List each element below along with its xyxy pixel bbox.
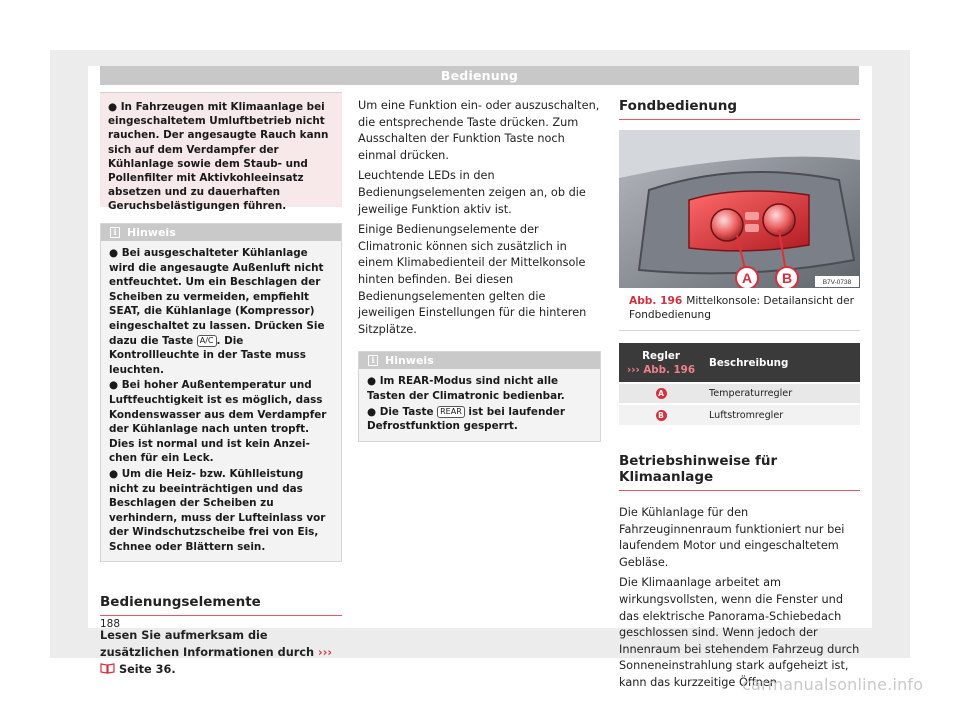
- label-b: B: [781, 270, 793, 286]
- ac-key-icon: A/C: [197, 335, 217, 347]
- controls-table: [619, 343, 860, 425]
- column-right: [619, 98, 860, 696]
- section-title-fondbedienung: Fondbedienung: [619, 98, 860, 120]
- paragraph: Die Kühlanlage für den Fahrzeuginnenraum funktioniert nur bei laufendem Motor und eingeschaltetem Gebläse.: [619, 506, 845, 569]
- rear-key-icon: REAR: [437, 406, 465, 418]
- key-badge: A: [656, 388, 667, 399]
- paragraph: Die Klimaanlage arbeitet am wirkungsvollsten, wenn die Fenster und das elektrische Panorama-Schiebedach geschlossen sind. Wenn jedoch der Innenraum bei stehendem Fahrzeug durch Sonneneinstrahlung stark aufgeheizt ist, kann das kurzzeitige Öffnen: [619, 576, 860, 689]
- note-body: [359, 369, 600, 440]
- caption-text: Mittelkonsole: Detailansicht der Fondbedienung: [629, 295, 854, 321]
- table-row: [619, 383, 860, 404]
- watermark: carmanualsonline.info: [742, 675, 924, 694]
- page-number: 188: [100, 618, 121, 630]
- section-intro: Lesen Sie aufmerksam die zusätzlichen Informationen durch ››› Seite 36.: [100, 629, 333, 676]
- note-box-1: [100, 223, 342, 562]
- note-bullet: ● Im REAR-Modus sind nicht alle Tasten der Climatronic bedienbar.: [367, 375, 565, 402]
- figure-rear-console: [619, 130, 860, 288]
- note-body: [101, 241, 341, 561]
- note-bullet: ● Bei hoher Außentemperatur und Luftfeuchtigkeit ist es möglich, dass Kondenswasser aus dem Verdampfer der Kühlanlage nach unten tropft. Dies ist normal und ist kein Anzeichen für ein Leck.: [109, 379, 327, 465]
- figure-code: B7V-0738: [822, 279, 852, 286]
- note-box-2: [358, 351, 601, 441]
- info-icon: i: [110, 227, 120, 238]
- book-icon: [100, 662, 115, 674]
- figure-ref: Abb. 196: [629, 295, 683, 307]
- column-middle: [358, 98, 601, 442]
- note-bullet: ● Um die Heiz- bzw. Kühlleistung nicht zu beeinträchtigen und das Beschlagen der Scheiben zu verhindern, muss der Lufteinlass vor der Windschutzscheibe frei von Eis, Schnee oder Blättern sein.: [109, 467, 326, 553]
- key-badge: B: [656, 410, 667, 421]
- page-link[interactable]: Seite 36: [118, 662, 172, 676]
- console-illustration: [619, 130, 860, 288]
- table-row: [619, 404, 860, 425]
- table-header-regler: Regler ››› Abb. 196: [619, 343, 703, 383]
- table-header-beschreibung: Beschreibung: [703, 343, 860, 383]
- table-cell: Luftstromregler: [703, 404, 860, 425]
- note-header: [359, 352, 600, 369]
- info-icon: i: [368, 355, 378, 366]
- paragraph: Leuchtende LEDs in den Bedienungselementen zeigen an, ob die jeweilige Funktion aktiv ist.: [358, 169, 586, 216]
- paragraph: Einige Bedienungselemente der Climatronic können sich zusätzlich in einem Klimabedienteil der Mittelkonsole hinten befinden. Bei diesen Bedienungselementen gelten die jeweiligen Einstellungen für die hinteren Sitzplätze.: [358, 223, 587, 336]
- note-title: Hinweis: [127, 226, 176, 239]
- body-text: [358, 98, 601, 338]
- paragraph: Um eine Funktion ein- oder auszuschalten, die entsprechende Taste drücken. Zum Ausschalten der Funktion Taste noch einmal drücken.: [358, 99, 600, 162]
- note-title: Hinweis: [385, 354, 434, 368]
- note-bullet: ● Die Taste REAR ist bei laufender Defrostfunktion gesperrt.: [367, 405, 565, 433]
- note-bullet: ● Bei ausgeschalteter Kühlanlage wird die angesaugte Außenluft nicht entfeuchtet. Um ein Beschlagen der Scheiben zu vermeiden, empfiehlt SEAT, die Kühlanlage (Kompressor) eingeschaltet zu lassen. Drücken Sie dazu die Taste A/C . Die Kontrollleuchte in der Taste muss leuchten.: [109, 247, 325, 376]
- page-header: Bedienung: [100, 66, 859, 85]
- warning-box: ● In Fahrzeugen mit Klimaanlage bei eingeschaltetem Umluftbetrieb nicht rauchen. Der angesaugte Rauch kann sich auf dem Verdampfer der Kühlanlage sowie dem Staub- und Pollenfilter mit Aktivkohleeinsatz absetzen und zu dauerhaften Geruchsbelästigungen führen.: [100, 92, 342, 207]
- body-text: [619, 505, 860, 692]
- table-cell: Temperaturregler: [703, 383, 860, 404]
- figure-caption: [619, 288, 860, 331]
- note-header: [101, 224, 341, 241]
- arrow-icon: ›››: [318, 646, 333, 660]
- column-left: [100, 92, 342, 678]
- section-title-betriebshinweise: Betriebshinweise für Klimaanlage: [619, 453, 860, 491]
- label-a: A: [741, 270, 753, 286]
- section-title-bedienungselemente: Bedienungselemente: [100, 594, 342, 616]
- warning-text: In Fahrzeugen mit Klimaanlage bei eingeschaltetem Umluftbetrieb nicht rauchen. Der angesaugte Rauch kann sich auf dem Verdampfer der Kühlanlage sowie dem Staub- und Pollenfilter mit Aktivkohleeinsatz absetzen und zu dauerhaften Geruchsbelästigungen führen.: [108, 101, 329, 213]
- table-header-row: [619, 343, 860, 383]
